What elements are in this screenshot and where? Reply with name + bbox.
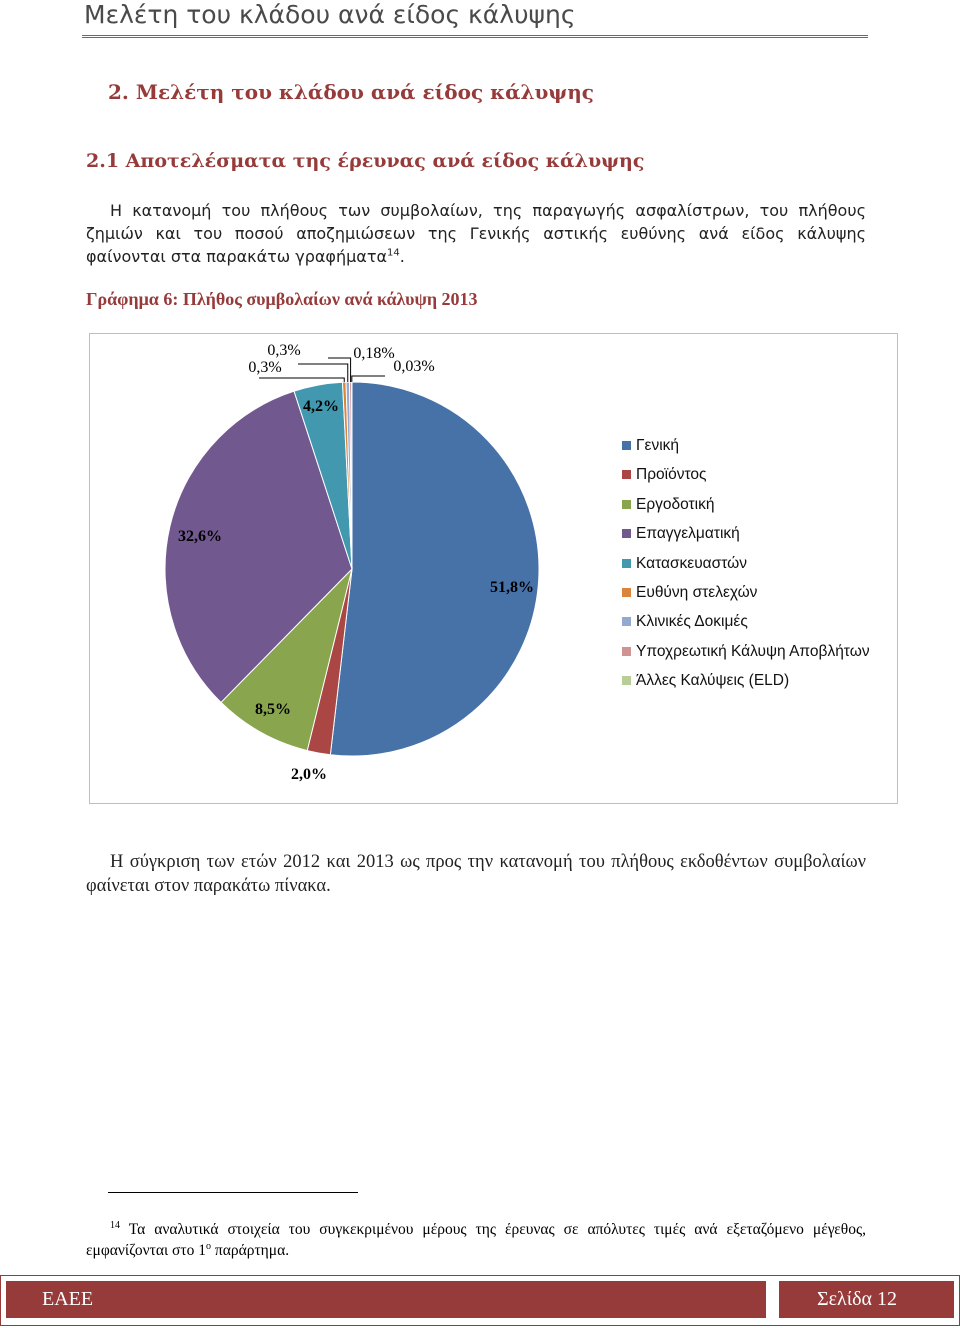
footnote-number: 14 xyxy=(110,1219,120,1231)
section-heading: 2. Μελέτη του κλάδου ανά είδος κάλυψης xyxy=(108,80,594,104)
data-label: 0,3% xyxy=(267,342,301,359)
data-label: 0,3% xyxy=(248,359,282,376)
running-header-title: Μελέτη του κλάδου ανά είδος κάλυψης xyxy=(84,0,576,29)
footnote-ordinal: ο xyxy=(206,1240,212,1252)
legend-swatch xyxy=(622,500,631,509)
leader-line xyxy=(298,364,348,382)
pie-slice xyxy=(330,382,539,756)
comparison-paragraph: Η σύγκριση των ετών 2012 και 2013 ως προς την κατανομή του πλήθους εκδοθέντων συμβολαίων φαίνεται στον παρακάτω πίνακα. xyxy=(86,852,866,896)
intro-end: . xyxy=(399,247,405,266)
legend-swatch xyxy=(622,676,631,685)
legend-label: Ευθύνη στελεχών xyxy=(636,584,758,601)
data-label: 51,8% xyxy=(490,579,534,596)
legend-swatch xyxy=(622,647,631,656)
footnote-text-end: παράρτημα. xyxy=(211,1242,290,1259)
data-label: 4,2% xyxy=(303,398,339,415)
footnote-text: Τα αναλυτικά στοιχεία του συγκεκριμένου μέρους της έρευνας σε απόλυτες τιμές ανά εξεταζόμενο μέγεθος, εμφανίζονται στο 1 xyxy=(86,1221,866,1259)
pie-chart xyxy=(89,333,898,804)
legend-swatch xyxy=(622,559,631,568)
header-rule xyxy=(82,35,868,38)
legend-swatch xyxy=(622,617,631,626)
leader-line xyxy=(352,376,385,382)
legend-label: Κατασκευαστών xyxy=(636,554,747,572)
legend-label: Γενική xyxy=(636,437,680,454)
legend-swatch xyxy=(622,588,631,597)
legend-label: Εργοδοτική xyxy=(636,495,715,513)
footer-left-bar xyxy=(6,1281,766,1318)
data-label: 8,5% xyxy=(255,701,291,718)
pie-chart-svg xyxy=(90,334,897,803)
footer-page-number: Σελίδα 12 xyxy=(817,1288,898,1310)
subsection-heading: 2.1 Αποτελέσματα της έρευνας ανά είδος κάλυψης xyxy=(86,150,645,172)
footnote-reference[interactable]: 14 xyxy=(387,247,400,259)
legend-label: Υποχρεωτική Κάλυψη Αποβλήτων xyxy=(636,642,870,660)
intro-text: Η κατανομή του πλήθους των συμβολαίων, της παραγωγής ασφαλίστρων, του πλήθους ζημιών και του ποσού αποζημιώσεων της Γενικής αστικής ευθύνης ανά είδος κάλυψης φαίνονται στα παρακάτω γραφήματα xyxy=(86,201,866,266)
legend-swatch xyxy=(622,529,631,538)
leader-line xyxy=(259,378,344,382)
intro-paragraph xyxy=(86,199,866,268)
footnote xyxy=(86,1219,866,1261)
data-label: 2,0% xyxy=(291,766,327,783)
footnote-separator xyxy=(108,1192,358,1193)
data-label: 32,6% xyxy=(178,528,222,545)
figure-caption: Γράφημα 6: Πλήθος συμβολαίων ανά κάλυψη 2013 xyxy=(86,289,478,309)
footer-right-bar xyxy=(779,1281,954,1318)
footer-organization: ΕΑΕΕ xyxy=(42,1288,94,1310)
data-label: 0,03% xyxy=(393,358,435,375)
legend-label: Επαγγελματική xyxy=(636,525,740,543)
legend-swatch xyxy=(622,441,631,450)
legend-label: Άλλες Καλύψεις (ELD) xyxy=(636,672,790,690)
data-label: 0,18% xyxy=(353,345,395,362)
legend-label: Προϊόντος xyxy=(636,466,707,484)
legend-label: Κλινικές Δοκιμές xyxy=(636,613,748,631)
legend-swatch xyxy=(622,470,631,479)
